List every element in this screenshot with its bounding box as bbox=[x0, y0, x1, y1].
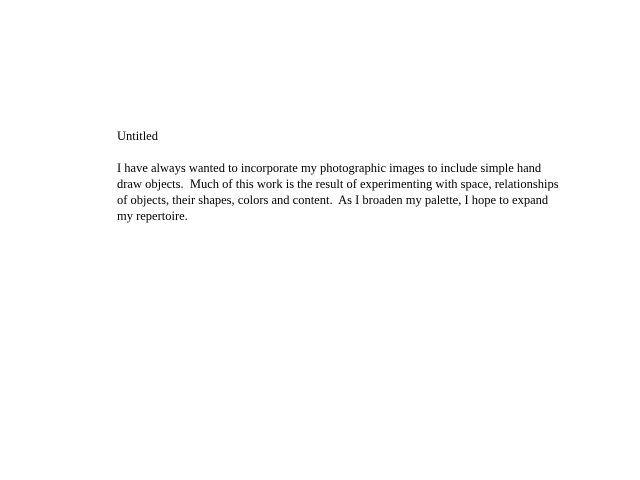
body-line: my repertoire. bbox=[117, 209, 188, 223]
body-line: I have always wanted to incorporate my photographic images to include simple hand bbox=[117, 161, 542, 175]
body-line: draw objects. Much of this work is the result of experimenting with space, relationships bbox=[117, 177, 559, 191]
body-line: of objects, their shapes, colors and content. As I broaden my palette, I hope to expand bbox=[117, 193, 549, 207]
document-body bbox=[117, 160, 557, 224]
document-title: Untitled bbox=[117, 129, 158, 143]
